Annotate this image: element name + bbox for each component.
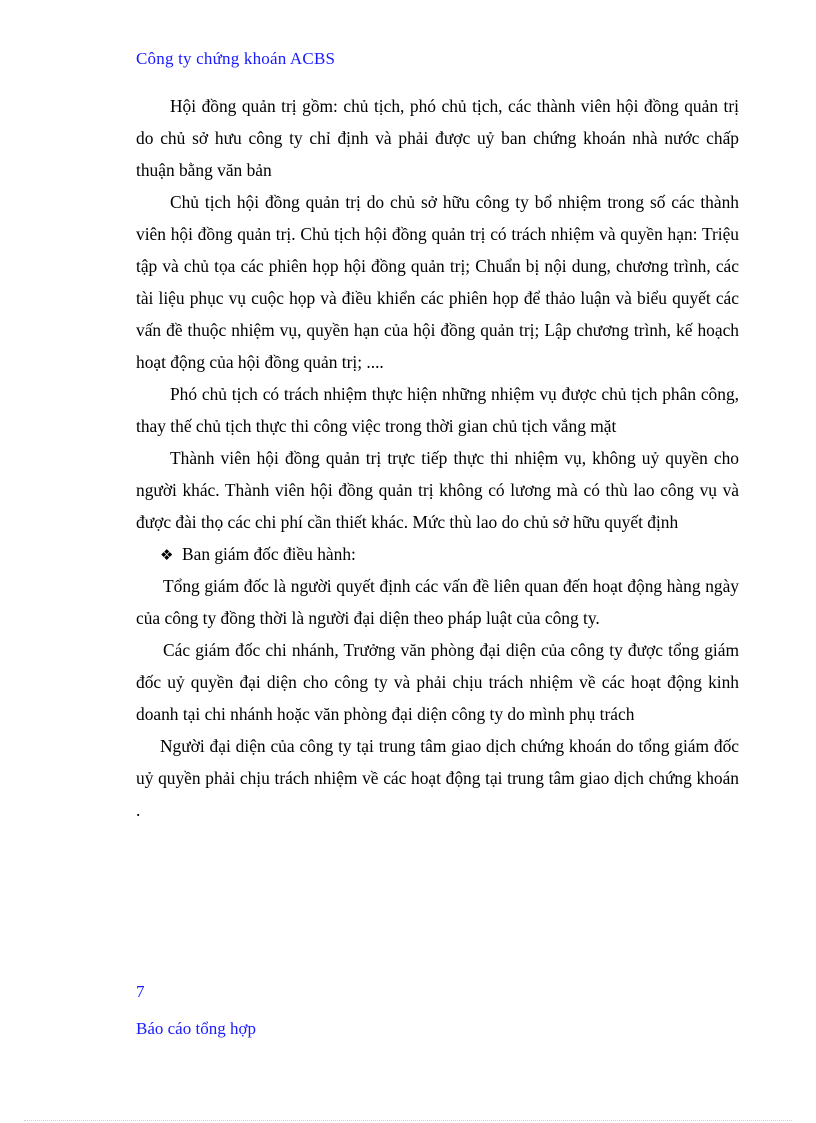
- paragraph-vice-chairman: Phó chủ tịch có trách nhiệm thực hiện những nhiệm vụ được chủ tịch phân công, thay thế chủ tịch thực thi công việc trong thời gian chủ tịch vắng mặt: [136, 384, 739, 436]
- page-number: 7: [136, 982, 145, 1001]
- paragraph-branch-directors: Các giám đốc chi nhánh, Trưởng văn phòng đại diện của công ty được tổng giám đốc uỷ quyền đại diện cho công ty và phải chịu trách nhiệm về các hoạt động kinh doanh tại chi nhánh hoặc văn phòng đại diện công ty do mình phụ trách: [136, 640, 739, 724]
- paragraph-board-members: Thành viên hội đồng quản trị trực tiếp thực thi nhiệm vụ, không uỷ quyền cho người khác. Thành viên hội đồng quản trị không có lương mà có thù lao công vụ và được đài thọ các chi phí cần thiết khác. Mức thù lao do chủ sở hữu quyết định: [136, 448, 739, 532]
- bullet-heading-executive-board: [136, 538, 739, 570]
- diamond-bullet-icon: ❖: [160, 546, 174, 564]
- footer-title: Báo cáo tổng hợp: [136, 1019, 256, 1038]
- paragraph-chairman-duties: Chủ tịch hội đồng quản trị do chủ sở hữu công ty bổ nhiệm trong số các thành viên hội đồng quản trị. Chủ tịch hội đồng quản trị có trách nhiệm và quyền hạn: Triệu tập và chủ tọa các phiên họp hội đồng quản trị; Chuẩn bị nội dung, chương trình, các tài liệu phục vụ cuộc họp và điều khiển các phiên họp để thảo luận và biểu quyết các vấn đề thuộc nhiệm vụ, quyền hạn của hội đồng quản trị; Lập chương trình, kế hoạch hoạt động của hội đồng quản trị; ....: [136, 192, 739, 372]
- document-body: [136, 90, 739, 826]
- page-edge-divider: [24, 1120, 792, 1121]
- paragraph-trading-representative: Người đại diện của công ty tại trung tâm giao dịch chứng khoán do tổng giám đốc uỷ quyền phải chịu trách nhiệm về các hoạt động tại trung tâm giao dịch chứng khoán .: [136, 736, 739, 820]
- page-header-title: Công ty chứng khoán ACBS: [136, 49, 336, 68]
- paragraph-board-composition: Hội đồng quản trị gồm: chủ tịch, phó chủ tịch, các thành viên hội đồng quản trị do chủ sở hưu công ty chỉ định và phải được uỷ ban chứng khoán nhà nước chấp thuận bằng văn bản: [136, 96, 739, 180]
- paragraph-general-director: Tổng giám đốc là người quyết định các vấn đề liên quan đến hoạt động hàng ngày của công ty đồng thời là người đại diện theo pháp luật của công ty.: [136, 576, 739, 628]
- bullet-heading-text: Ban giám đốc điều hành:: [182, 544, 356, 564]
